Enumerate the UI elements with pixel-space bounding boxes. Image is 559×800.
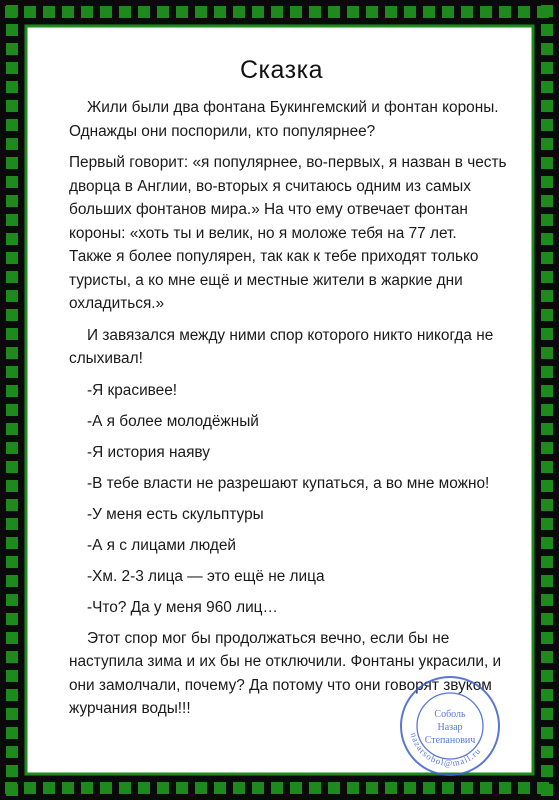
border-perforation bbox=[499, 6, 511, 18]
border-perforation bbox=[6, 784, 18, 796]
border-perforation bbox=[541, 537, 553, 549]
border-perforation bbox=[157, 6, 169, 18]
text-line: охладиться.» bbox=[69, 295, 165, 312]
border-perforation bbox=[442, 6, 454, 18]
border-perforation bbox=[119, 782, 131, 794]
border-perforation bbox=[6, 632, 18, 644]
text-line: Жили были два фонтана Букингемский и фонтан короны. bbox=[87, 99, 499, 116]
border-perforation bbox=[6, 556, 18, 568]
border-perforation bbox=[541, 746, 553, 758]
border-perforation bbox=[271, 6, 283, 18]
border-perforation bbox=[461, 782, 473, 794]
border-perforation bbox=[442, 782, 454, 794]
border-perforation bbox=[6, 518, 18, 530]
border-perforation bbox=[480, 782, 492, 794]
border-perforation bbox=[541, 195, 553, 207]
border-perforation bbox=[541, 290, 553, 302]
border-perforation bbox=[541, 157, 553, 169]
border-perforation bbox=[176, 6, 188, 18]
border-perforation bbox=[100, 782, 112, 794]
text-line: они замолчали, почему? Да потому что они говорят звуком bbox=[69, 676, 492, 694]
author-stamp bbox=[398, 674, 502, 778]
border-perforation bbox=[541, 366, 553, 378]
border-perforation bbox=[6, 480, 18, 492]
border-perforation bbox=[541, 613, 553, 625]
stamp-surname: Соболь bbox=[434, 709, 466, 720]
border-perforation bbox=[541, 119, 553, 131]
border-perforation bbox=[6, 613, 18, 625]
border-perforation bbox=[541, 252, 553, 264]
border-perforation bbox=[138, 6, 150, 18]
border-perforation bbox=[6, 62, 18, 74]
border-perforation bbox=[309, 6, 321, 18]
border-perforation bbox=[214, 6, 226, 18]
border-perforation bbox=[6, 423, 18, 435]
border-perforation bbox=[309, 782, 321, 794]
dialogue-line: -В тебе власти не разрешают купаться, а во мне можно! bbox=[87, 474, 490, 492]
document-page bbox=[42, 42, 521, 760]
document-title: Сказка bbox=[239, 56, 324, 84]
border-perforation bbox=[6, 176, 18, 188]
dialogue-line: -У меня есть скульптуры bbox=[87, 505, 264, 523]
border-perforation bbox=[252, 782, 264, 794]
border-perforation bbox=[385, 782, 397, 794]
paragraph-2 bbox=[69, 151, 521, 316]
border-perforation bbox=[347, 6, 359, 18]
border-perforation bbox=[6, 328, 18, 340]
border-perforation bbox=[541, 518, 553, 530]
border-perforation bbox=[541, 689, 553, 701]
text-line: Первый говорит: «я популярнее, во-первых, я назван в честь bbox=[69, 154, 507, 171]
border-perforation bbox=[541, 81, 553, 93]
border-perforation bbox=[6, 765, 18, 777]
border-perforation bbox=[541, 480, 553, 492]
border-perforation bbox=[541, 632, 553, 644]
border-perforation bbox=[6, 689, 18, 701]
border-perforation bbox=[541, 461, 553, 473]
border-perforation bbox=[541, 100, 553, 112]
border-perforation bbox=[541, 271, 553, 283]
border-perforation bbox=[366, 6, 378, 18]
border-perforation bbox=[6, 404, 18, 416]
border-perforation bbox=[541, 442, 553, 454]
border-perforation bbox=[233, 6, 245, 18]
text-line: журчания воды!!! bbox=[69, 700, 191, 717]
border-perforation bbox=[423, 782, 435, 794]
border-perforation bbox=[24, 782, 36, 794]
border-perforation bbox=[541, 556, 553, 568]
border-perforation bbox=[328, 782, 340, 794]
dialogue-line: -Я история наяву bbox=[87, 443, 210, 461]
border-perforation bbox=[480, 6, 492, 18]
border-perforation bbox=[195, 782, 207, 794]
border-perforation bbox=[6, 81, 18, 93]
border-perforation bbox=[6, 100, 18, 112]
border-perforation bbox=[541, 670, 553, 682]
border-perforation bbox=[541, 708, 553, 720]
border-perforation bbox=[271, 782, 283, 794]
border-perforation bbox=[6, 233, 18, 245]
border-perforation bbox=[6, 347, 18, 359]
dialogue-line: -Я красивее! bbox=[87, 381, 178, 399]
border-perforation bbox=[385, 6, 397, 18]
border-perforation bbox=[541, 651, 553, 663]
border-perforation bbox=[541, 765, 553, 777]
border-perforation bbox=[404, 782, 416, 794]
border-perforation bbox=[290, 6, 302, 18]
border-perforation bbox=[43, 782, 55, 794]
border-perforation bbox=[6, 385, 18, 397]
border-perforation bbox=[541, 62, 553, 74]
border-perforation bbox=[541, 347, 553, 359]
border-perforation bbox=[366, 782, 378, 794]
border-perforation bbox=[541, 138, 553, 150]
border-perforation bbox=[6, 651, 18, 663]
border-perforation bbox=[423, 6, 435, 18]
border-perforation bbox=[6, 670, 18, 682]
text-line: Также я более популярен, так как к тебе приходят только bbox=[69, 248, 479, 265]
border-perforation bbox=[6, 499, 18, 511]
border-perforation bbox=[6, 290, 18, 302]
border-perforation bbox=[252, 6, 264, 18]
border-perforation bbox=[62, 6, 74, 18]
border-perforation bbox=[214, 782, 226, 794]
border-perforation bbox=[541, 727, 553, 739]
dialogue-line: -А я с лицами людей bbox=[87, 536, 236, 554]
border-perforation bbox=[541, 328, 553, 340]
border-perforation bbox=[176, 782, 188, 794]
text-line: Этот спор мог бы продолжаться вечно, если бы не bbox=[87, 629, 450, 647]
border-perforation bbox=[119, 6, 131, 18]
border-perforation bbox=[233, 782, 245, 794]
border-perforation bbox=[541, 24, 553, 36]
text-line: больших фонтанов мира.» На что ему отвечает фонтан bbox=[69, 201, 468, 218]
text-line: Однажды они поспорили, кто популярнее? bbox=[69, 122, 376, 140]
text-line: слыхивал! bbox=[69, 350, 143, 367]
border-perforation bbox=[541, 575, 553, 587]
border-perforation bbox=[6, 575, 18, 587]
border-perforation bbox=[43, 6, 55, 18]
border-perforation bbox=[541, 176, 553, 188]
stamp-patronymic: Степанович bbox=[424, 735, 476, 746]
border-perforation bbox=[195, 6, 207, 18]
border-perforation bbox=[157, 782, 169, 794]
border-perforation bbox=[518, 782, 530, 794]
border-perforation bbox=[6, 24, 18, 36]
border-perforation bbox=[541, 423, 553, 435]
border-perforation bbox=[499, 782, 511, 794]
border-perforation bbox=[24, 6, 36, 18]
dialogue-line: -А я более молодёжный bbox=[87, 412, 259, 430]
border-perforation bbox=[6, 119, 18, 131]
border-perforation bbox=[6, 727, 18, 739]
stamp-ring-textpath: nazarsobol@mail.ru bbox=[408, 731, 483, 769]
dialogue-line: -Хм. 2-3 лица — это ещё не лица bbox=[87, 567, 325, 585]
border-perforation bbox=[541, 784, 553, 796]
border-perforation bbox=[6, 5, 18, 17]
border-perforation bbox=[6, 214, 18, 226]
border-perforation bbox=[6, 271, 18, 283]
text-line: туристы, а ко мне ещё и местные жители в жаркие дни bbox=[69, 271, 463, 289]
border-perforation bbox=[6, 594, 18, 606]
text-line: дворца в Англии, во-вторых я считаюсь одним из самых bbox=[69, 177, 471, 195]
story-text bbox=[69, 96, 521, 721]
paragraph-3 bbox=[69, 324, 521, 371]
border-perforation bbox=[541, 214, 553, 226]
border-perforation bbox=[6, 461, 18, 473]
border-perforation bbox=[81, 782, 93, 794]
border-perforation bbox=[6, 366, 18, 378]
border-perforation bbox=[461, 6, 473, 18]
dialogue-line: -Что? Да у меня 960 лиц… bbox=[87, 598, 278, 616]
border-perforation bbox=[541, 385, 553, 397]
border-perforation bbox=[290, 782, 302, 794]
dialogue-block bbox=[69, 375, 521, 623]
border-perforation bbox=[541, 404, 553, 416]
border-perforation bbox=[541, 43, 553, 55]
border-perforation bbox=[6, 195, 18, 207]
border-perforation bbox=[6, 442, 18, 454]
text-line: короны: «хоть ты и велик, но я моложе тебя на 77 лет. bbox=[69, 224, 457, 242]
border-perforation bbox=[404, 6, 416, 18]
border-perforation bbox=[62, 782, 74, 794]
text-line: наступила зима и их бы не отключили. Фонтаны украсили, и bbox=[69, 653, 502, 670]
border-perforation bbox=[6, 708, 18, 720]
border-perforation bbox=[6, 746, 18, 758]
border-perforation bbox=[6, 43, 18, 55]
border-perforation bbox=[6, 138, 18, 150]
border-perforation bbox=[541, 309, 553, 321]
border-perforation bbox=[328, 6, 340, 18]
border-perforation bbox=[138, 782, 150, 794]
border-perforation bbox=[6, 157, 18, 169]
text-line: И завязался между ними спор которого никто никогда не bbox=[87, 326, 494, 344]
border-perforation bbox=[6, 309, 18, 321]
paragraph-1 bbox=[69, 96, 521, 143]
border-perforation bbox=[6, 537, 18, 549]
border-perforation bbox=[541, 233, 553, 245]
border-perforation bbox=[81, 6, 93, 18]
stamp-name: Назар bbox=[437, 722, 463, 733]
border-perforation bbox=[100, 6, 112, 18]
border-perforation bbox=[541, 594, 553, 606]
border-perforation bbox=[6, 252, 18, 264]
border-perforation bbox=[541, 5, 553, 17]
border-perforation bbox=[518, 6, 530, 18]
border-perforation bbox=[347, 782, 359, 794]
border-perforation bbox=[541, 499, 553, 511]
